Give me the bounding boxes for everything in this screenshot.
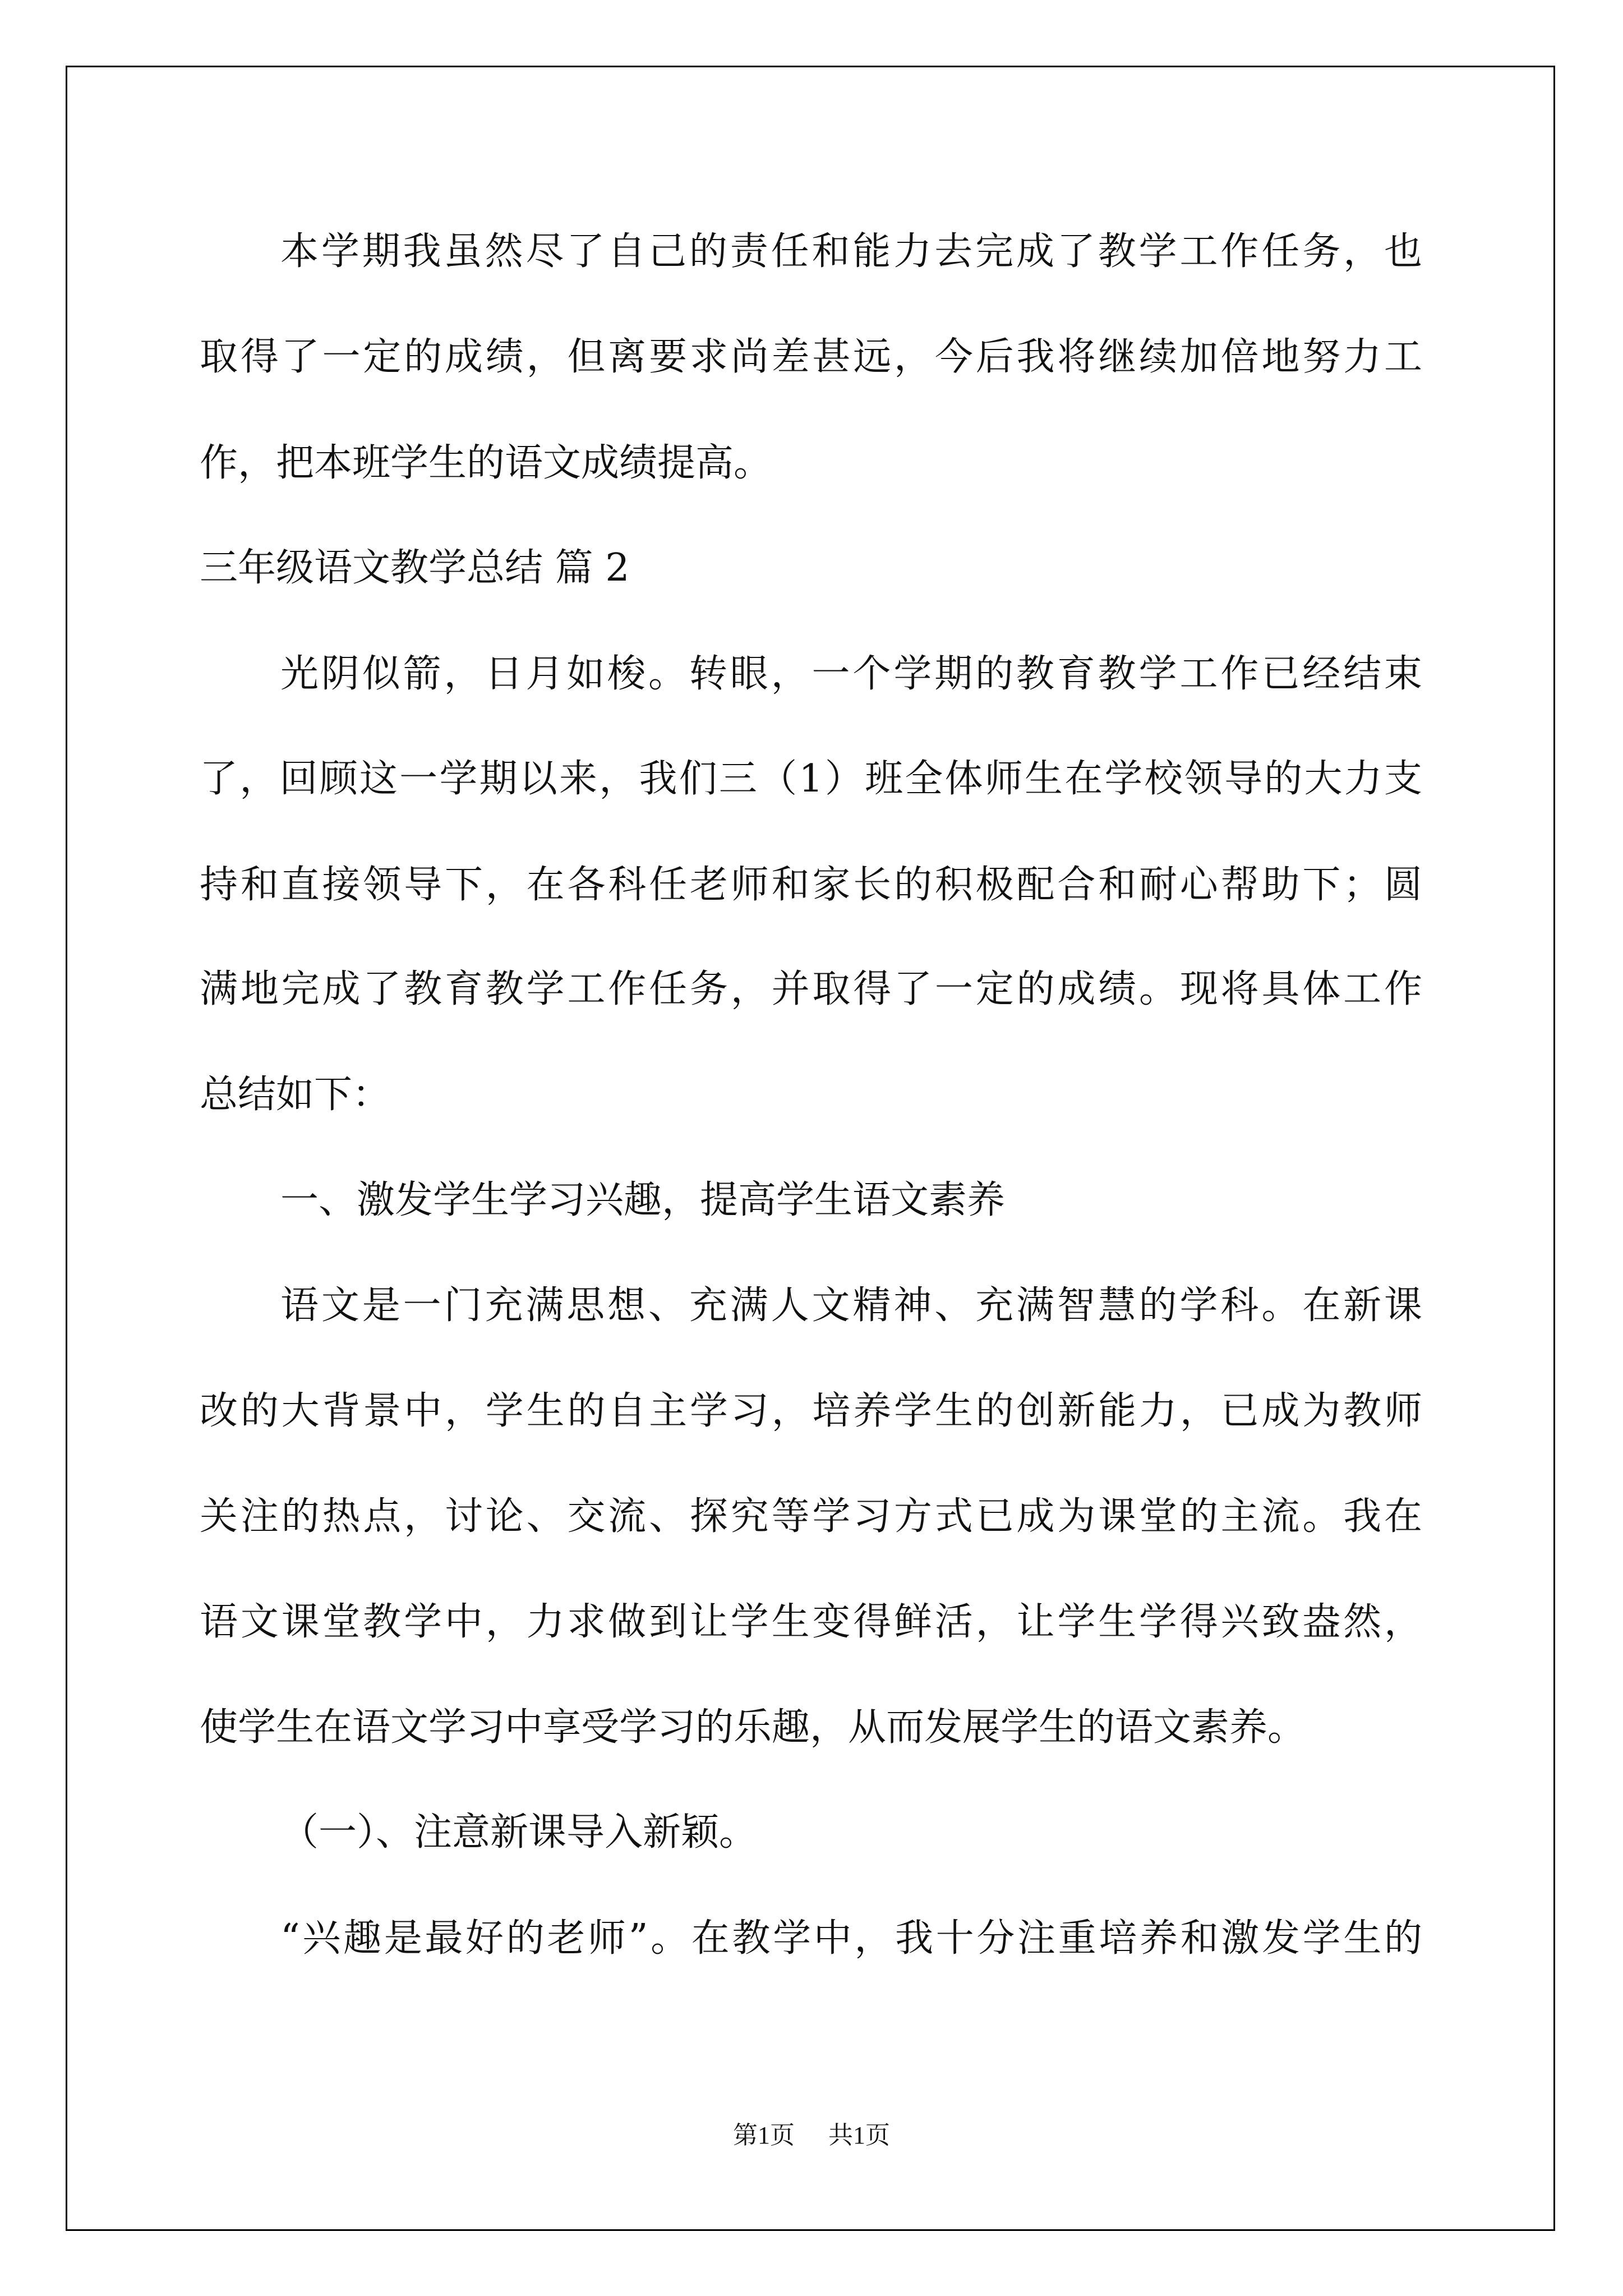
paragraph-line: 使学生在语文学习中享受学习的乐趣，从而发展学生的语文素养。: [200, 1705, 1306, 1750]
page-footer: [0, 2115, 1623, 2151]
paragraph-line: 语文课堂教学中，力求做到让学生变得鲜活，让学生学得兴致盎然，: [200, 1600, 1422, 1644]
paragraph-line: 语文是一门充满思想、充满人文精神、充满智慧的学科。在新课: [280, 1283, 1422, 1328]
paragraph-line: 作，把本班学生的语文成绩提高。: [200, 441, 772, 485]
paragraph-line: 总结如下：: [200, 1073, 391, 1117]
paragraph-line: 光阴似箭，日月如梭。转眼，一个学期的教育教学工作已经结束: [280, 652, 1422, 696]
paragraph-line: 关注的热点，讨论、交流、探究等学习方式已成为课堂的主流。我在: [200, 1494, 1422, 1539]
paragraph-line: “兴趣是最好的老师”。在教学中，我十分注重培养和激发学生的: [280, 1916, 1422, 1961]
paragraph-line: 取得了一定的成绩，但离要求尚差甚远，今后我将继续加倍地努力工: [200, 335, 1422, 379]
paragraph-line: 满地完成了教育教学工作任务，并取得了一定的成绩。现将具体工作: [200, 967, 1422, 1011]
subsection-heading: 一、激发学生学习兴趣，提高学生语文素养: [280, 1178, 1006, 1222]
page-total: 共1页: [828, 2122, 890, 2149]
paragraph-line: 改的大背景中，学生的自主学习，培养学生的创新能力，已成为教师: [200, 1389, 1422, 1433]
section-heading: 三年级语文教学总结 篇 2: [200, 546, 630, 590]
subsection-heading: （一）、注意新课导入新颖。: [280, 1810, 758, 1855]
page-border: [66, 66, 1555, 2231]
page-number: 第1页: [733, 2122, 795, 2149]
paragraph-line: 了，回顾这一学期以来，我们三（1）班全体师生在学校领导的大力支: [200, 757, 1422, 801]
paragraph-line: 本学期我虽然尽了自己的责任和能力去完成了教学工作任务，也: [280, 229, 1422, 274]
paragraph-line: 持和直接领导下，在各科任老师和家长的积极配合和耐心帮助下；圆: [200, 863, 1422, 907]
